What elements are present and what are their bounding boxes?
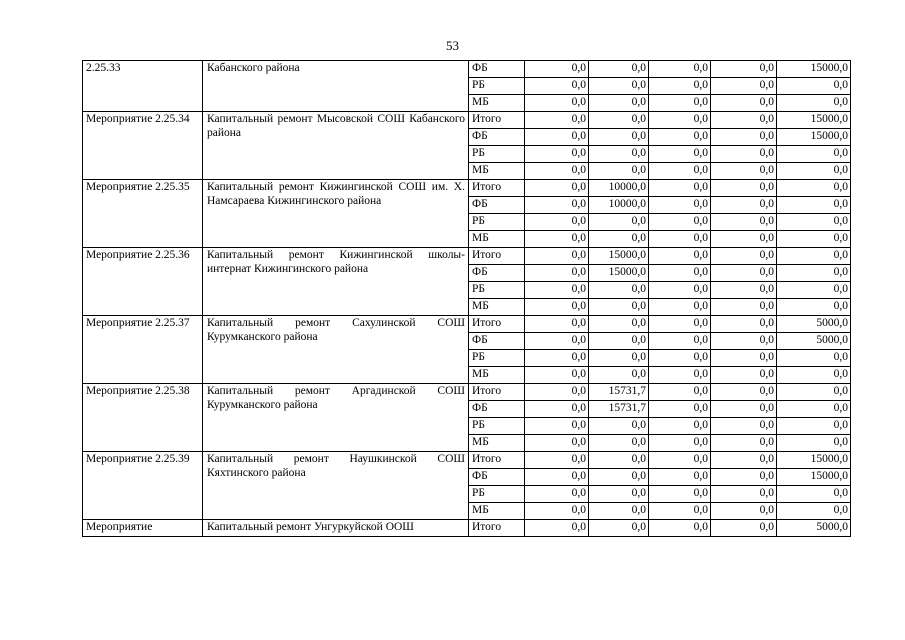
amount-cell: 0,0 (589, 282, 649, 299)
amount-cell: 0,0 (525, 401, 589, 418)
amount-cell: 0,0 (589, 112, 649, 129)
amount-cell: 0,0 (777, 435, 851, 452)
amount-cell: 0,0 (525, 112, 589, 129)
amount-cell: 0,0 (589, 95, 649, 112)
amount-cell: 0,0 (711, 316, 777, 333)
measure-description: Капитальный ремонт Кижингинской школы-интернат Кижингинского района (203, 248, 469, 316)
funding-source: ФБ (469, 401, 525, 418)
amount-cell: 0,0 (777, 214, 851, 231)
amount-cell: 0,0 (525, 350, 589, 367)
amount-cell: 0,0 (525, 486, 589, 503)
measure-description: Кабанского района (203, 61, 469, 112)
amount-cell: 0,0 (649, 129, 711, 146)
funding-source: ФБ (469, 469, 525, 486)
amount-cell: 0,0 (525, 333, 589, 350)
funding-source: РБ (469, 350, 525, 367)
amount-cell: 0,0 (649, 367, 711, 384)
amount-cell: 0,0 (777, 78, 851, 95)
measure-code: Мероприятие 2.25.38 (83, 384, 203, 452)
amount-cell: 5000,0 (777, 520, 851, 537)
table-row (83, 384, 851, 401)
amount-cell: 0,0 (711, 367, 777, 384)
amount-cell: 0,0 (525, 367, 589, 384)
amount-cell: 0,0 (711, 112, 777, 129)
amount-cell: 0,0 (711, 61, 777, 78)
amount-cell: 0,0 (711, 248, 777, 265)
measure-description: Капитальный ремонт Мысовской СОШ Кабанского района (203, 112, 469, 180)
amount-cell: 0,0 (711, 146, 777, 163)
amount-cell: 0,0 (649, 214, 711, 231)
amount-cell: 0,0 (777, 180, 851, 197)
amount-cell: 0,0 (525, 299, 589, 316)
amount-cell: 0,0 (525, 61, 589, 78)
amount-cell: 0,0 (649, 197, 711, 214)
amount-cell: 0,0 (525, 129, 589, 146)
amount-cell: 0,0 (711, 180, 777, 197)
amount-cell: 0,0 (711, 299, 777, 316)
amount-cell: 0,0 (525, 163, 589, 180)
amount-cell: 0,0 (589, 469, 649, 486)
measure-code: Мероприятие 2.25.37 (83, 316, 203, 384)
amount-cell: 0,0 (777, 384, 851, 401)
amount-cell: 10000,0 (589, 197, 649, 214)
table-row (83, 180, 851, 197)
measure-description: Капитальный ремонт Кижингинской СОШ им. Х. Намсараева Кижингинского района (203, 180, 469, 248)
amount-cell: 0,0 (525, 282, 589, 299)
amount-cell: 0,0 (649, 384, 711, 401)
amount-cell: 0,0 (649, 180, 711, 197)
funding-source: Итого (469, 384, 525, 401)
measure-description: Капитальный ремонт Аргадинской СОШ Курумканского района (203, 384, 469, 452)
amount-cell: 15000,0 (777, 61, 851, 78)
amount-cell: 0,0 (649, 146, 711, 163)
amount-cell: 0,0 (525, 520, 589, 537)
amount-cell: 0,0 (711, 333, 777, 350)
measure-code: Мероприятие 2.25.36 (83, 248, 203, 316)
amount-cell: 0,0 (589, 129, 649, 146)
amount-cell: 0,0 (649, 61, 711, 78)
amount-cell: 0,0 (525, 418, 589, 435)
funding-source: МБ (469, 435, 525, 452)
amount-cell: 0,0 (649, 333, 711, 350)
amount-cell: 0,0 (649, 418, 711, 435)
amount-cell: 0,0 (649, 435, 711, 452)
funding-source: МБ (469, 299, 525, 316)
amount-cell: 0,0 (777, 163, 851, 180)
amount-cell: 5000,0 (777, 316, 851, 333)
amount-cell: 0,0 (649, 299, 711, 316)
table-row (83, 520, 851, 537)
amount-cell: 0,0 (649, 163, 711, 180)
amount-cell: 0,0 (589, 78, 649, 95)
funding-source: Итого (469, 520, 525, 537)
amount-cell: 0,0 (711, 418, 777, 435)
funding-source: Итого (469, 316, 525, 333)
table-row (83, 112, 851, 129)
table-row (83, 452, 851, 469)
amount-cell: 0,0 (589, 214, 649, 231)
measure-code: Мероприятие (83, 520, 203, 537)
amount-cell: 0,0 (777, 265, 851, 282)
amount-cell: 0,0 (711, 452, 777, 469)
amount-cell: 0,0 (589, 231, 649, 248)
amount-cell: 0,0 (649, 486, 711, 503)
amount-cell: 0,0 (649, 469, 711, 486)
amount-cell: 0,0 (711, 401, 777, 418)
amount-cell: 0,0 (525, 78, 589, 95)
amount-cell: 0,0 (711, 78, 777, 95)
amount-cell: 0,0 (711, 129, 777, 146)
amount-cell: 0,0 (711, 163, 777, 180)
amount-cell: 15000,0 (777, 452, 851, 469)
amount-cell: 0,0 (649, 452, 711, 469)
amount-cell: 0,0 (589, 367, 649, 384)
amount-cell: 0,0 (649, 503, 711, 520)
table-body (83, 61, 851, 537)
amount-cell: 0,0 (711, 520, 777, 537)
amount-cell: 0,0 (711, 350, 777, 367)
funding-source: ФБ (469, 333, 525, 350)
amount-cell: 0,0 (649, 95, 711, 112)
amount-cell: 0,0 (777, 146, 851, 163)
amount-cell: 0,0 (711, 486, 777, 503)
amount-cell: 0,0 (777, 401, 851, 418)
table-row (83, 248, 851, 265)
amount-cell: 0,0 (525, 180, 589, 197)
amount-cell: 15000,0 (589, 248, 649, 265)
amount-cell: 0,0 (649, 520, 711, 537)
funding-source: Итого (469, 180, 525, 197)
funding-source: МБ (469, 163, 525, 180)
funding-source: МБ (469, 367, 525, 384)
amount-cell: 0,0 (589, 316, 649, 333)
amount-cell: 0,0 (589, 61, 649, 78)
funding-source: МБ (469, 503, 525, 520)
funding-source: МБ (469, 231, 525, 248)
amount-cell: 0,0 (649, 231, 711, 248)
amount-cell: 15731,7 (589, 384, 649, 401)
funding-source: РБ (469, 486, 525, 503)
amount-cell: 0,0 (649, 282, 711, 299)
amount-cell: 0,0 (525, 231, 589, 248)
amount-cell: 0,0 (777, 486, 851, 503)
amount-cell: 0,0 (589, 333, 649, 350)
amount-cell: 0,0 (777, 418, 851, 435)
measure-code: 2.25.33 (83, 61, 203, 112)
amount-cell: 0,0 (711, 384, 777, 401)
amount-cell: 0,0 (649, 78, 711, 95)
funding-source: РБ (469, 418, 525, 435)
amount-cell: 0,0 (711, 282, 777, 299)
amount-cell: 0,0 (649, 248, 711, 265)
measure-description: Капитальный ремонт Наушкинской СОШ Кяхтинского района (203, 452, 469, 520)
amount-cell: 0,0 (589, 486, 649, 503)
amount-cell: 0,0 (711, 469, 777, 486)
table-row (83, 316, 851, 333)
amount-cell: 0,0 (589, 299, 649, 316)
funding-source: Итого (469, 112, 525, 129)
amount-cell: 0,0 (649, 112, 711, 129)
amount-cell: 0,0 (777, 248, 851, 265)
amount-cell: 0,0 (525, 503, 589, 520)
funding-source: МБ (469, 95, 525, 112)
amount-cell: 0,0 (525, 265, 589, 282)
amount-cell: 0,0 (777, 282, 851, 299)
amount-cell: 0,0 (711, 231, 777, 248)
amount-cell: 0,0 (711, 95, 777, 112)
funding-source: РБ (469, 214, 525, 231)
amount-cell: 0,0 (711, 265, 777, 282)
amount-cell: 0,0 (777, 95, 851, 112)
amount-cell: 0,0 (589, 452, 649, 469)
measure-code: Мероприятие 2.25.39 (83, 452, 203, 520)
amount-cell: 0,0 (711, 214, 777, 231)
funding-source: ФБ (469, 129, 525, 146)
funding-source: ФБ (469, 265, 525, 282)
amount-cell: 0,0 (589, 163, 649, 180)
amount-cell: 0,0 (525, 452, 589, 469)
amount-cell: 0,0 (711, 503, 777, 520)
table-row (83, 61, 851, 78)
amount-cell: 0,0 (525, 435, 589, 452)
amount-cell: 0,0 (589, 350, 649, 367)
amount-cell: 5000,0 (777, 333, 851, 350)
amount-cell: 15000,0 (777, 469, 851, 486)
amount-cell: 0,0 (649, 316, 711, 333)
amount-cell: 0,0 (525, 197, 589, 214)
amount-cell: 15000,0 (777, 129, 851, 146)
amount-cell: 0,0 (589, 418, 649, 435)
amount-cell: 15000,0 (589, 265, 649, 282)
amount-cell: 0,0 (525, 248, 589, 265)
amount-cell: 0,0 (525, 384, 589, 401)
amount-cell: 0,0 (777, 367, 851, 384)
measure-code: Мероприятие 2.25.35 (83, 180, 203, 248)
amount-cell: 0,0 (649, 265, 711, 282)
page-number: 53 (446, 38, 459, 53)
measure-code: Мероприятие 2.25.34 (83, 112, 203, 180)
amount-cell: 0,0 (777, 299, 851, 316)
amount-cell: 0,0 (777, 503, 851, 520)
funding-source: ФБ (469, 197, 525, 214)
amount-cell: 10000,0 (589, 180, 649, 197)
budget-table (82, 60, 851, 537)
amount-cell: 15000,0 (777, 112, 851, 129)
amount-cell: 0,0 (589, 503, 649, 520)
amount-cell: 0,0 (525, 316, 589, 333)
amount-cell: 0,0 (525, 146, 589, 163)
amount-cell: 0,0 (777, 197, 851, 214)
amount-cell: 0,0 (711, 435, 777, 452)
amount-cell: 0,0 (525, 469, 589, 486)
amount-cell: 0,0 (589, 435, 649, 452)
measure-description: Капитальный ремонт Сахулинской СОШ Курумканского района (203, 316, 469, 384)
funding-source: Итого (469, 452, 525, 469)
amount-cell: 0,0 (777, 350, 851, 367)
funding-source: Итого (469, 248, 525, 265)
funding-source: ФБ (469, 61, 525, 78)
amount-cell: 0,0 (649, 401, 711, 418)
funding-source: РБ (469, 78, 525, 95)
funding-source: РБ (469, 146, 525, 163)
amount-cell: 0,0 (525, 214, 589, 231)
measure-description: Капитальный ремонт Унгуркуйской ООШ (203, 520, 469, 537)
amount-cell: 0,0 (777, 231, 851, 248)
amount-cell: 0,0 (711, 197, 777, 214)
amount-cell: 0,0 (525, 95, 589, 112)
amount-cell: 15731,7 (589, 401, 649, 418)
amount-cell: 0,0 (649, 350, 711, 367)
amount-cell: 0,0 (589, 146, 649, 163)
amount-cell: 0,0 (589, 520, 649, 537)
funding-source: РБ (469, 282, 525, 299)
